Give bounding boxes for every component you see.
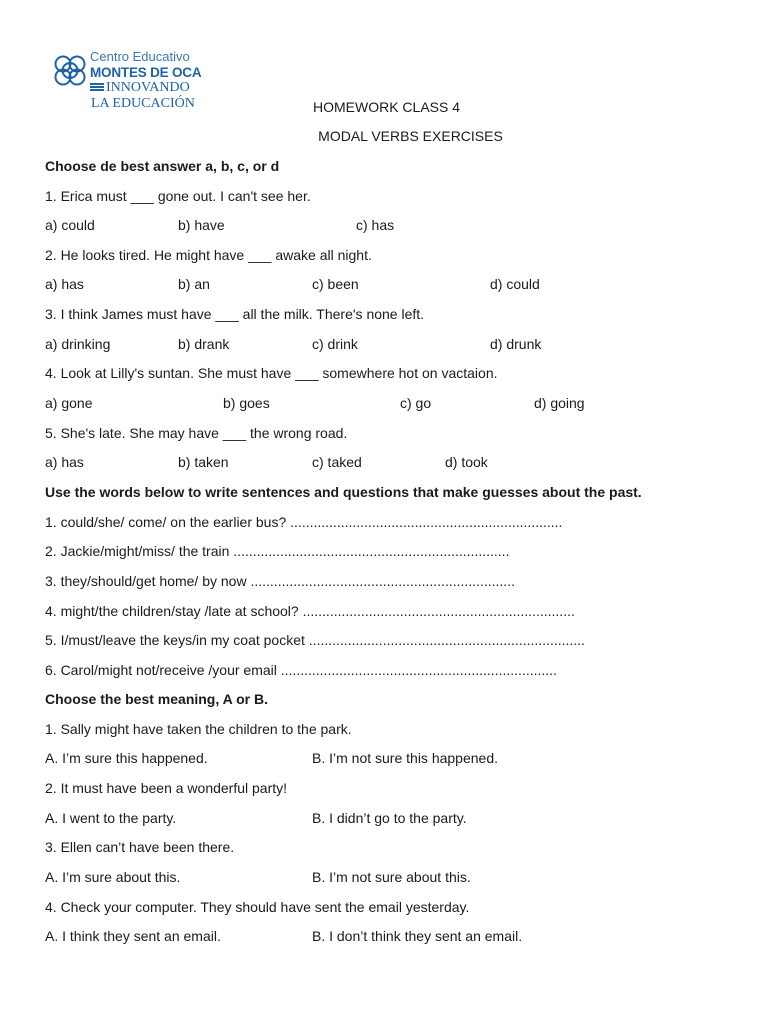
question-text: 3. I think James must have ___ all the milk. There's none left. xyxy=(45,306,425,322)
meaning-option-b: B. I don’t think they sent an email. xyxy=(312,928,523,944)
sentence-prompt: 2. Jackie/might/miss/ the train ....................................................................... xyxy=(45,543,510,559)
logo-line-educacion: LA EDUCACIÓN xyxy=(91,96,195,111)
page-title: HOMEWORK CLASS 4 xyxy=(312,99,461,115)
question-text: 2. He looks tired. He might have ___ awake all night. xyxy=(45,247,372,263)
question-text: 3. Ellen can’t have been there. xyxy=(45,839,235,855)
answer-option: b) have xyxy=(178,217,225,233)
logo-line-centro: Centro Educativo xyxy=(90,49,190,64)
answer-option: c) been xyxy=(312,276,359,292)
logo-line-montes: MONTES DE OCA xyxy=(90,65,202,80)
section2-instruction: Use the words below to write sentences and questions that make guesses about the past. xyxy=(45,484,642,500)
answer-option: c) go xyxy=(400,395,432,411)
answer-option: a) drinking xyxy=(45,336,111,352)
question-text: 4. Check your computer. They should have sent the email yesterday. xyxy=(45,899,470,915)
meaning-option-b: B. I’m not sure about this. xyxy=(312,869,471,885)
section3-instruction: Choose the best meaning, A or B. xyxy=(45,691,268,707)
answer-option: d) drunk xyxy=(490,336,542,352)
answer-option: a) gone xyxy=(45,395,93,411)
sentence-prompt: 6. Carol/might not/receive /your email ....................................................................... xyxy=(45,662,557,678)
answer-option: b) goes xyxy=(223,395,270,411)
sentence-prompt: 4. might/the children/stay /late at school? ...................................................................... xyxy=(45,603,575,619)
answer-option: b) drank xyxy=(178,336,230,352)
question-text: 1. Erica must ___ gone out. I can't see her. xyxy=(45,188,311,204)
logo-tagline-fine-print xyxy=(90,83,104,91)
answer-option: c) has xyxy=(356,217,395,233)
answer-option: a) has xyxy=(45,454,84,470)
answer-option: d) took xyxy=(445,454,488,470)
sentence-prompt: 3. they/should/get home/ by now .................................................................... xyxy=(45,573,515,589)
answer-option: b) an xyxy=(178,276,210,292)
page-subtitle: MODAL VERBS EXERCISES xyxy=(318,128,503,144)
answer-option: a) could xyxy=(45,217,95,233)
sentence-prompt: 5. I/must/leave the keys/in my coat pocket ....................................................................... xyxy=(45,632,585,648)
question-text: 1. Sally might have taken the children to the park. xyxy=(45,721,352,737)
answer-option: b) taken xyxy=(178,454,229,470)
question-text: 2. It must have been a wonderful party! xyxy=(45,780,288,796)
answer-option: c) drink xyxy=(312,336,358,352)
meaning-option-a: A. I’m sure this happened. xyxy=(45,750,208,766)
meaning-option-a: A. I went to the party. xyxy=(45,810,177,826)
sentence-prompt: 1. could/she/ come/ on the earlier bus? ...................................................................... xyxy=(45,514,563,530)
answer-option: d) going xyxy=(534,395,585,411)
meaning-option-b: B. I didn’t go to the party. xyxy=(312,810,467,826)
meaning-option-a: A. I think they sent an email. xyxy=(45,928,221,944)
logo-line-innovando: INNOVANDO xyxy=(106,80,190,95)
interlocking-circles-logo-icon xyxy=(52,50,88,90)
answer-option: a) has xyxy=(45,276,84,292)
answer-option: d) could xyxy=(490,276,540,292)
question-text: 5. She's late. She may have ___ the wrong road. xyxy=(45,425,348,441)
meaning-option-a: A. I’m sure about this. xyxy=(45,869,181,885)
answer-option: c) taked xyxy=(312,454,362,470)
question-text: 4. Look at Lilly's suntan. She must have ___ somewhere hot on vactaion. xyxy=(45,365,498,381)
meaning-option-b: B. I’m not sure this happened. xyxy=(312,750,498,766)
section1-instruction: Choose de best answer a, b, c, or d xyxy=(45,158,280,174)
